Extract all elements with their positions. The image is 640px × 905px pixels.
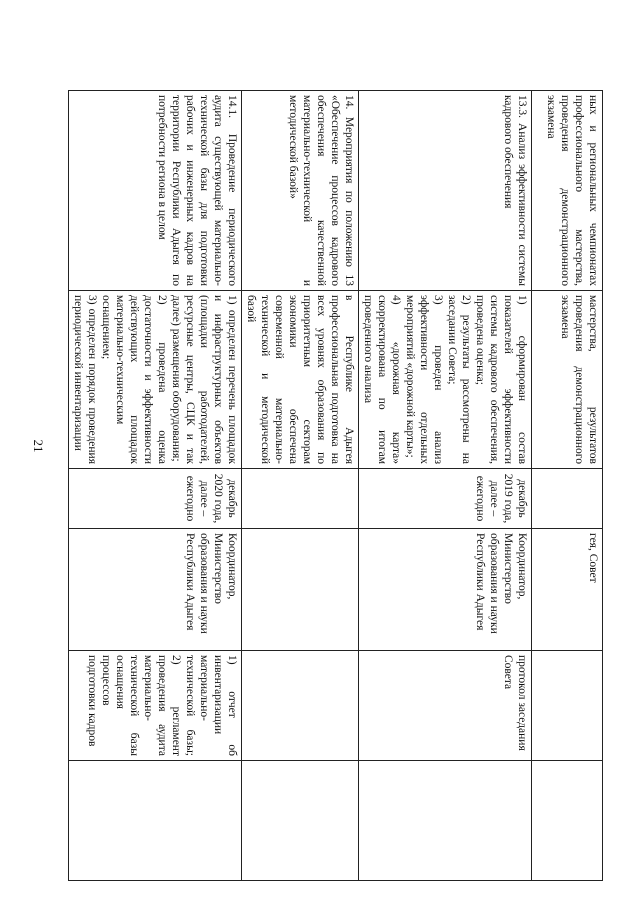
- form-cell: протокол заседания Совета: [359, 651, 532, 761]
- result-item: мастерства, результатов проведения демонстрационного экзамена: [559, 295, 599, 464]
- result-item: 2) проведена оценка достаточности и эффективности действующих площадок материально-техническим оснащением;: [100, 295, 168, 464]
- results-cell: [359, 291, 532, 469]
- measure-cell: 13.3. Анализ эффективности системы кадрового обеспечения: [359, 91, 532, 291]
- responsible-cell: [242, 529, 359, 651]
- result-item: 3) проведен анализ эффективности отдельных мероприятий «дорожной карты»;: [404, 295, 444, 464]
- responsible-cell: Координатор, Министерство образования и науки Республики Адыгея: [359, 529, 532, 651]
- result-item: 1) сформирован состав показателей эффективности системы кадрового обеспечения, проведена оценка;: [474, 295, 528, 464]
- form-cell: 1) отчет об инвентаризации материально-технической базы; 2) регламент проведения аудита материально-технической базы оснащения процессов подготовки кадров: [69, 651, 242, 761]
- result-item: 4) «дорожная карта» скорректирована по итогам проведенного анализа: [362, 295, 402, 464]
- measure-cell: ных и региональных чемпионатах профессионального мастерства, проведения демонстрационного экзамена: [532, 91, 603, 291]
- deadline-cell: декабрь 2019 года, далее – ежегодно: [359, 469, 532, 529]
- deadline-cell: [532, 469, 603, 529]
- table-row: [69, 91, 242, 881]
- table-row: [532, 91, 603, 881]
- form-cell: [242, 651, 359, 761]
- extra-cell: [532, 761, 603, 881]
- form-cell: [532, 651, 603, 761]
- measure-cell: 14. Мероприятия по положению 13 «Обеспечение процессов кадрового обеспечения качественной материально-технической и методической базой»: [242, 91, 359, 291]
- page-number: 21: [31, 439, 46, 453]
- roadmap-table: [68, 90, 603, 881]
- deadline-cell: [242, 469, 359, 529]
- rotated-table-area: [72, 90, 603, 880]
- responsible-cell: гея, Совет: [532, 529, 603, 651]
- extra-cell: [69, 761, 242, 881]
- result-item: 1) определен перечень площадок и инфраструктурных объектов (площадки работодателей, ресурсные центры, СЦК и так далее) размещения оборудования;: [170, 295, 238, 464]
- results-cell: [242, 291, 359, 469]
- result-item: 3) определен порядок проведения периодической инвентаризации: [72, 295, 98, 464]
- table-row: [359, 91, 532, 881]
- result-item: 2) результаты рассмотрены на заседании Совета;: [446, 295, 472, 464]
- results-cell: [532, 291, 603, 469]
- responsible-cell: Координатор, Министерство образования и науки Республики Адыгея: [69, 529, 242, 651]
- results-cell: [69, 291, 242, 469]
- extra-cell: [242, 761, 359, 881]
- table-row: [242, 91, 359, 881]
- extra-cell: [359, 761, 532, 881]
- result-item: в Республике Адыгея профессиональная подготовка на всех уровнях образования по приоритетным секторам экономики обеспечена современной материально-технической и методической базой: [245, 295, 355, 464]
- deadline-cell: декабрь 2020 года, далее – ежегодно: [69, 469, 242, 529]
- measure-cell: 14.1. Проведение периодического аудита существующей материально-технической базы для подготовки рабочих и инженерных кадров на территории Республики Адыгея по потребности региона в целом: [69, 91, 242, 291]
